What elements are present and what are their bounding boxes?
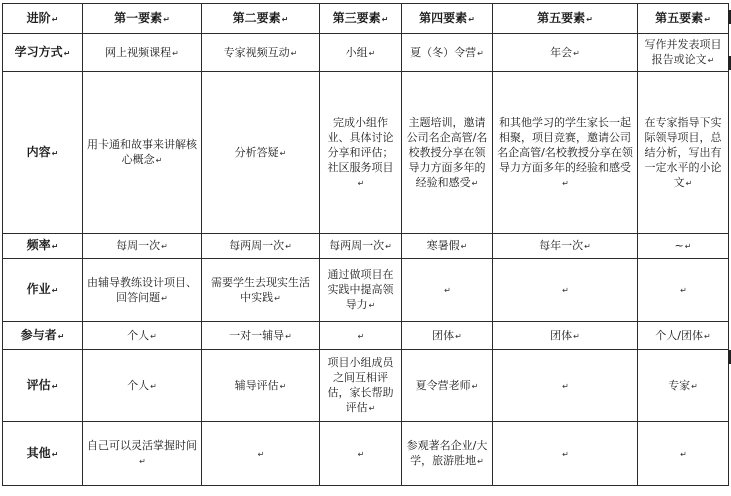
table-row-learning-method — [3, 34, 729, 72]
table-cell: 需要学生去现实生活中实践↵ — [202, 259, 320, 322]
table-cell: 专家↵ — [638, 350, 729, 422]
table-cell: ↵ — [493, 422, 638, 486]
table-cell: ↵ — [638, 259, 729, 322]
table-cell: ↵ — [320, 422, 402, 486]
table-cell: 每两周一次↵ — [320, 234, 402, 259]
table-cell: 个人/团体↵ — [638, 322, 729, 350]
table-cell: ↵ — [402, 259, 493, 322]
table-cell: 夏令营老师↵ — [402, 350, 493, 422]
table-cell: 完成小组作业、具体讨论分享和评估；社区服务项目↵ — [320, 72, 402, 234]
table-cell: ↵ — [493, 259, 638, 322]
table-cell: 夏（冬）令营↵ — [402, 34, 493, 72]
table-cell: 辅导评估↵ — [202, 350, 320, 422]
table-cell: 个人↵ — [83, 350, 202, 422]
row-label: 评估↵ — [3, 350, 83, 422]
table-cell: 一对一辅导↵ — [202, 322, 320, 350]
header-cell-element-5b: 第五要素↵ — [638, 4, 729, 34]
row-label: 作业↵ — [3, 259, 83, 322]
row-label: 学习方式↵ — [3, 34, 83, 72]
table-cell: 在专家指导下实际领导项目，总结分析，写出有一定水平的小论文↵ — [638, 72, 729, 234]
table-cell: ↵ — [202, 422, 320, 486]
header-cell-element-2: 第二要素↵ — [202, 4, 320, 34]
table-cell: 个人↵ — [83, 322, 202, 350]
table-cell: 用卡通和故事来讲解核心概念↵ — [83, 72, 202, 234]
table-cell: ↵ — [638, 422, 729, 486]
table-cell: 主题培训，邀请公司名企高管/名校教授分享在领导力方面多年的经验和感受↵ — [402, 72, 493, 234]
curriculum-table — [2, 3, 729, 486]
table-row-content — [3, 72, 729, 234]
table-cell: 和其他学习的学生家长一起相聚，项目竞赛，邀请公司名企高管/名校教授分享在领导力方面多年的经验和感受↵ — [493, 72, 638, 234]
table-cell: 团体↵ — [493, 322, 638, 350]
row-label: 其他↵ — [3, 422, 83, 486]
table-cell: 年会↵ — [493, 34, 638, 72]
header-cell-element-3: 第三要素↵ — [320, 4, 402, 34]
table-cell: 每周一次↵ — [83, 234, 202, 259]
table-row-other — [3, 422, 729, 486]
table-cell: 参观著名企业/大学，旅游胜地↵ — [402, 422, 493, 486]
table-cell: 每两周一次↵ — [202, 234, 320, 259]
table-cell: 写作并发表项目报告或论文↵ — [638, 34, 729, 72]
table-cell: 小组↵ — [320, 34, 402, 72]
table-cell: ↵ — [320, 322, 402, 350]
table-cell: ↵ — [493, 350, 638, 422]
header-row — [3, 4, 729, 34]
table-cell: 团体↵ — [402, 322, 493, 350]
header-cell-stage: 进阶↵ — [3, 4, 83, 34]
table-row-evaluation — [3, 350, 729, 422]
header-cell-element-1: 第一要素↵ — [83, 4, 202, 34]
table-cell: 通过做项目在实践中提高领导力↵ — [320, 259, 402, 322]
row-label: 参与者↵ — [3, 322, 83, 350]
row-label: 内容↵ — [3, 72, 83, 234]
row-label: 频率↵ — [3, 234, 83, 259]
table-cell: 寒暑假↵ — [402, 234, 493, 259]
table-row-assignment — [3, 259, 729, 322]
table-cell: 每年一次↵ — [493, 234, 638, 259]
table-row-frequency — [3, 234, 729, 259]
table-row-participants — [3, 322, 729, 350]
table-cell: 专家视频互动↵ — [202, 34, 320, 72]
table-cell: 由辅导教练设计项目、回答问题↵ — [83, 259, 202, 322]
table-cell: ~↵ — [638, 234, 729, 259]
header-cell-element-4: 第四要素↵ — [402, 4, 493, 34]
table-cell: 分析答疑↵ — [202, 72, 320, 234]
table-cell: 项目小组成员之间互相评估，家长帮助评估↵ — [320, 350, 402, 422]
table-cell: 自己可以灵活掌握时间↵ — [83, 422, 202, 486]
header-cell-element-5: 第五要素↵ — [493, 4, 638, 34]
table-cell: 网上视频课程↵ — [83, 34, 202, 72]
